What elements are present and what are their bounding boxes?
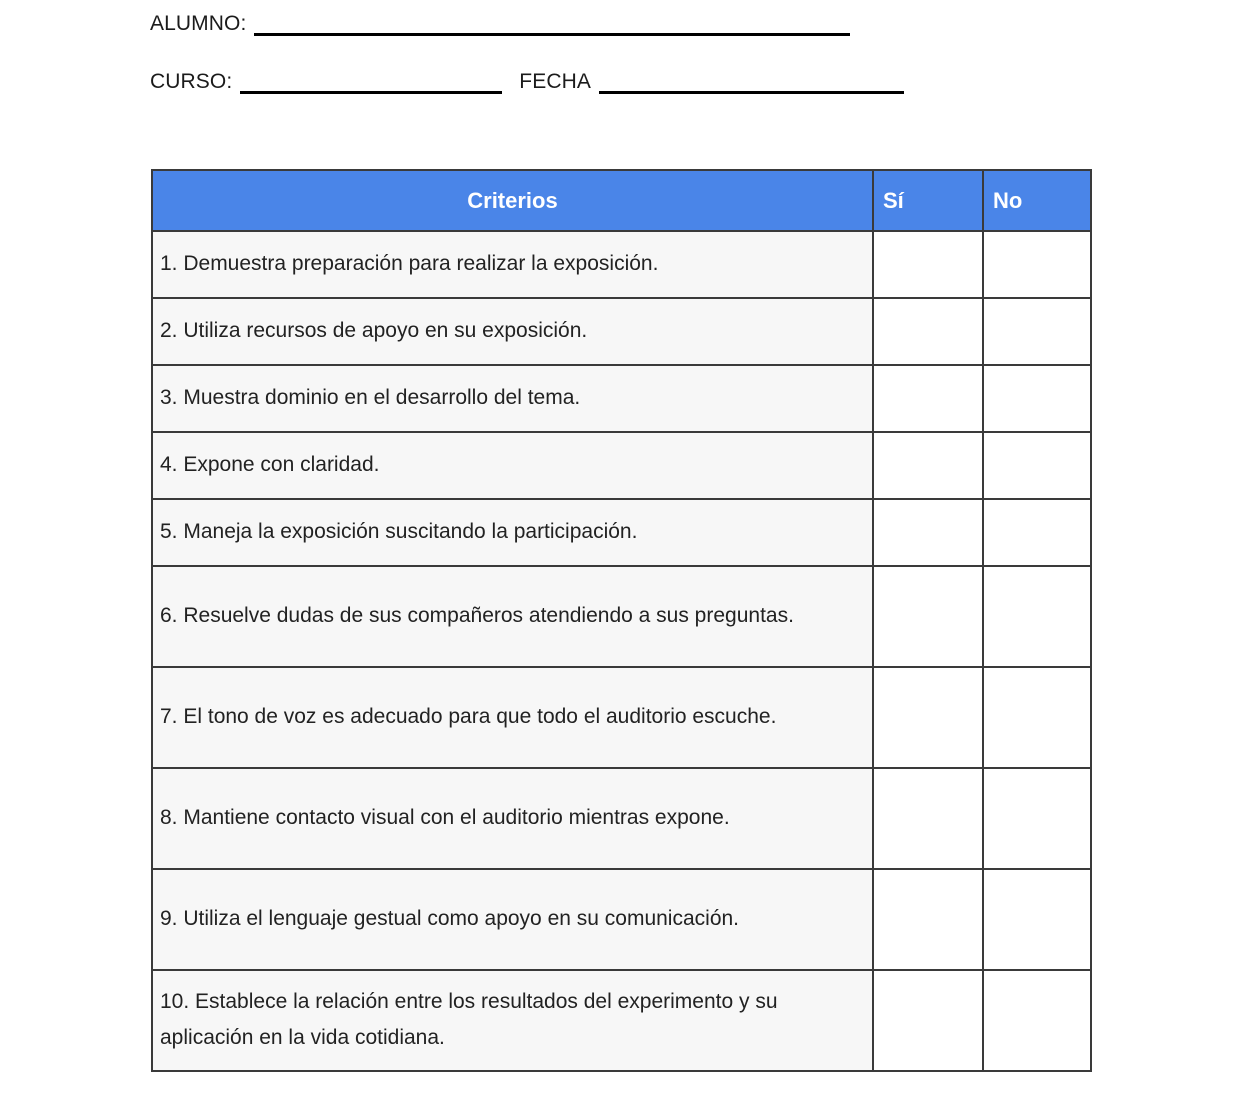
table-header <box>152 170 1091 231</box>
checkbox-cell-no[interactable] <box>983 566 1091 667</box>
table-row <box>152 869 1091 970</box>
criterio-cell <box>152 298 873 365</box>
fecha-label: FECHA <box>519 70 591 93</box>
table-row <box>152 768 1091 869</box>
criterio-text: 8. Mantiene contacto visual con el auditorio mientras expone. <box>160 805 730 829</box>
criterio-cell <box>152 667 873 768</box>
checkbox-cell-no[interactable] <box>983 499 1091 566</box>
checkbox-cell-si[interactable] <box>873 499 983 566</box>
checkbox-cell-no[interactable] <box>983 432 1091 499</box>
checkbox-cell-no[interactable] <box>983 667 1091 768</box>
criterio-text: 6. Resuelve dudas de sus compañeros atendiendo a sus preguntas. <box>160 603 794 627</box>
criterio-cell <box>152 499 873 566</box>
checkbox-cell-si[interactable] <box>873 667 983 768</box>
checkbox-cell-no[interactable] <box>983 869 1091 970</box>
fecha-input-line[interactable] <box>599 71 904 94</box>
curso-label: CURSO: <box>150 70 233 93</box>
checkbox-cell-no[interactable] <box>983 768 1091 869</box>
alumno-label: ALUMNO: <box>150 12 247 35</box>
criteria-checklist-table <box>151 169 1092 1072</box>
column-header-no: No <box>983 170 1091 231</box>
curso-fecha-field-row <box>150 70 904 94</box>
alumno-input-line[interactable] <box>254 13 850 36</box>
table-row <box>152 365 1091 432</box>
criterio-cell <box>152 970 873 1071</box>
table-row <box>152 499 1091 566</box>
checkbox-cell-no[interactable] <box>983 231 1091 298</box>
column-header-si: Sí <box>873 170 983 231</box>
checkbox-cell-no[interactable] <box>983 970 1091 1071</box>
alumno-field-row <box>150 12 850 36</box>
checkbox-cell-si[interactable] <box>873 869 983 970</box>
criterio-text: 3. Muestra dominio en el desarrollo del tema. <box>160 385 581 409</box>
table-header-row <box>152 170 1091 231</box>
curso-input-line[interactable] <box>240 71 502 94</box>
checkbox-cell-si[interactable] <box>873 298 983 365</box>
checkbox-cell-si[interactable] <box>873 566 983 667</box>
table-row <box>152 432 1091 499</box>
checkbox-cell-si[interactable] <box>873 768 983 869</box>
table-body <box>152 231 1091 1071</box>
criterio-cell <box>152 365 873 432</box>
checkbox-cell-si[interactable] <box>873 231 983 298</box>
criterio-text: 10. Establece la relación entre los resultados del experimento y su aplicación en la vida cotidiana. <box>160 989 778 1049</box>
criterio-cell <box>152 432 873 499</box>
criterio-text: 1. Demuestra preparación para realizar la exposición. <box>160 251 659 275</box>
criterio-cell <box>152 231 873 298</box>
checkbox-cell-no[interactable] <box>983 365 1091 432</box>
criterio-cell <box>152 869 873 970</box>
criterio-cell <box>152 768 873 869</box>
table-row <box>152 566 1091 667</box>
column-header-criterios: Criterios <box>152 170 873 231</box>
checkbox-cell-si[interactable] <box>873 432 983 499</box>
table-row <box>152 970 1091 1071</box>
criterio-text: 5. Maneja la exposición suscitando la participación. <box>160 519 638 543</box>
criterio-text: 2. Utiliza recursos de apoyo en su exposición. <box>160 318 588 342</box>
checkbox-cell-si[interactable] <box>873 970 983 1071</box>
criterio-text: 4. Expone con claridad. <box>160 452 380 476</box>
checkbox-cell-si[interactable] <box>873 365 983 432</box>
checkbox-cell-no[interactable] <box>983 298 1091 365</box>
criterio-text: 7. El tono de voz es adecuado para que todo el auditorio escuche. <box>160 704 777 728</box>
table-row <box>152 667 1091 768</box>
criterio-cell <box>152 566 873 667</box>
table-row <box>152 298 1091 365</box>
table-row <box>152 231 1091 298</box>
criterio-text: 9. Utiliza el lenguaje gestual como apoyo en su comunicación. <box>160 906 740 930</box>
